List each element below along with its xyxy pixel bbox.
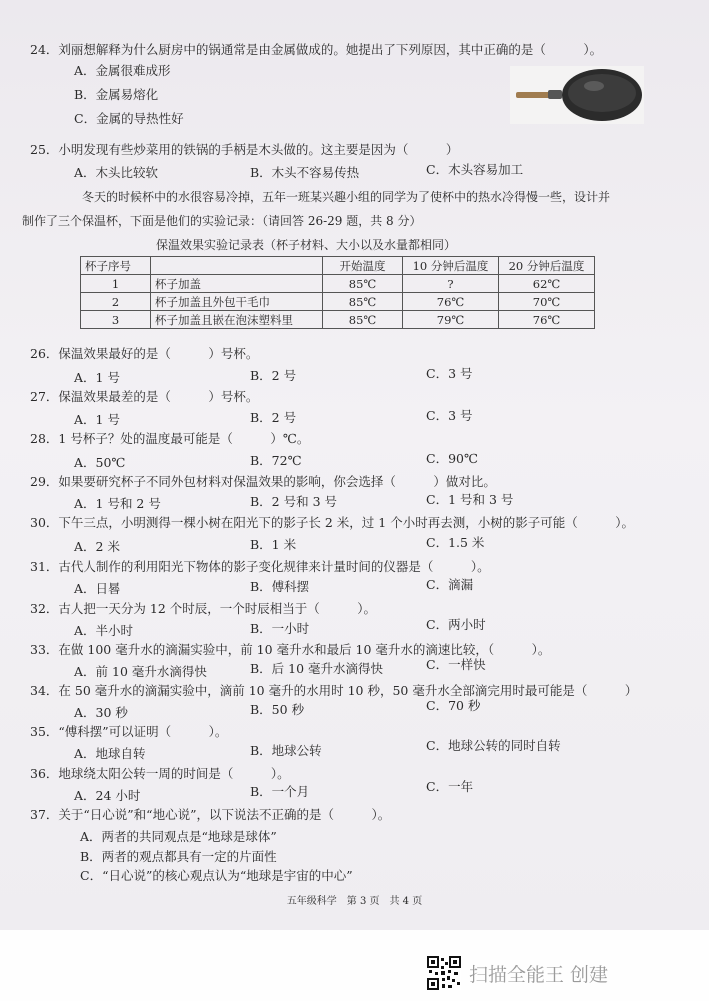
table-cell: 62℃ (499, 275, 595, 293)
table-cell: 70℃ (499, 293, 595, 311)
question-24-option-b: B．金属易熔化 (74, 87, 159, 102)
header-10min-temp: 10 分钟后温度 (403, 257, 499, 275)
question-34-option-a: A．30 秒 (74, 705, 128, 720)
intro-line-1: 冬天的时候杯中的水很容易冷掉，五年一班某兴趣小组的同学为了使杯中的热水冷得慢一些，设计并 (82, 190, 611, 204)
question-35-option-a: A．地球自转 (74, 746, 146, 761)
table-cell: 2 (81, 293, 151, 311)
question-32-option-a: A．半小时 (74, 623, 134, 638)
question-36-option-b: B．一个月 (250, 784, 310, 799)
question-26-stem: 26．保温效果最好的是（ ）号杯。 (30, 346, 259, 361)
question-27-option-b: B．2 号 (250, 410, 297, 425)
table-cell: ? (403, 275, 499, 293)
question-25-option-a: A．木头比较软 (74, 165, 159, 180)
question-24-stem: 24．刘丽想解释为什么厨房中的锅通常是由金属做成的。她提出了下列原因，其中正确的是（ ）。 (30, 42, 603, 57)
question-27-option-c: C．3 号 (426, 408, 473, 423)
table-cell: 杯子加盖且嵌在泡沫塑料里 (151, 311, 323, 329)
table-cell: 3 (81, 311, 151, 329)
question-34-option-c: C．70 秒 (426, 698, 481, 713)
intro-line-2: 制作了三个保温杯，下面是他们的实验记录：（请回答 26-29 题，共 8 分） (22, 214, 422, 228)
question-29-option-b: B．2 号和 3 号 (250, 494, 338, 509)
question-34-stem: 34．在 50 毫升水的滴漏实验中，滴前 10 毫升的水用时 10 秒，50 毫升水全部滴完用时最可能是（ ） (30, 683, 638, 698)
question-34-option-b: B．50 秒 (250, 702, 305, 717)
question-36-stem: 36．地球绕太阳公转一周的时间是（ ）。 (30, 766, 290, 781)
question-30-option-b: B．1 米 (250, 537, 297, 552)
question-33-stem: 33．在做 100 毫升水的滴漏实验中，前 10 毫升水和最后 10 毫升水的滴速比较，（ ）。 (30, 642, 551, 657)
table-cell: 76℃ (499, 311, 595, 329)
question-37-option-b: B．两者的观点都具有一定的片面性 (80, 849, 277, 864)
question-30-option-a: A．2 米 (74, 539, 120, 554)
question-28-option-b: B．72℃ (250, 453, 302, 468)
question-31-option-b: B．傅科摆 (250, 579, 310, 594)
question-36-option-c: C．一年 (426, 779, 474, 794)
scanner-watermark-text: 扫描全能王 创建 (469, 963, 609, 986)
question-36-option-a: A．24 小时 (74, 788, 141, 803)
table-cell: 1 (81, 275, 151, 293)
question-35-stem: 35．“傅科摆”可以证明（ ）。 (30, 724, 228, 739)
question-33-option-b: B．后 10 毫升水滴得快 (250, 661, 384, 676)
question-29-option-a: A．1 号和 2 号 (74, 496, 161, 511)
question-37-option-c: C．“日心说”的核心观点认为“地球是宇宙的中心” (80, 868, 353, 883)
question-30-option-c: C．1.5 米 (426, 535, 485, 550)
page-footer: 五年级科学 第 3 页 共 4 页 (286, 896, 423, 907)
table-cell: 85℃ (323, 311, 403, 329)
question-26-option-b: B．2 号 (250, 368, 297, 383)
question-28-stem: 28．1 号杯子？处的温度最可能是（ ）℃。 (30, 431, 310, 446)
table-caption: 保温效果实验记录表（杯子材料、大小以及水量都相同） (156, 238, 457, 252)
question-25-stem: 25．小明发现有些炒菜用的铁锅的手柄是木头做的。这主要是因为（ ） (30, 142, 459, 157)
table-cell: 85℃ (323, 293, 403, 311)
question-24-option-a: A．金属很难成形 (74, 63, 171, 78)
question-27-option-a: A．1 号 (74, 412, 120, 427)
question-37-option-a: A．两者的共同观点是“地球是球体” (80, 829, 277, 844)
question-29-stem: 29．如果要研究杯子不同外包材料对保温效果的影响，你会选择（ ）做对比。 (30, 474, 496, 489)
question-25-option-c: C．木头容易加工 (426, 162, 524, 177)
question-28-option-c: C．90℃ (426, 451, 478, 466)
question-31-stem: 31．古代人制作的利用阳光下物体的影子变化规律来计量时间的仪器是（ ）。 (30, 559, 490, 574)
frying-pan-image (510, 66, 644, 124)
question-35-option-c: C．地球公转的同时自转 (426, 738, 561, 753)
question-33-option-c: C．一样快 (426, 657, 486, 672)
header-cup-number: 杯子序号 (81, 257, 151, 275)
table-row (81, 293, 595, 311)
scanner-watermark (427, 956, 608, 990)
question-28-option-a: A．50℃ (74, 455, 126, 470)
table-cell: 85℃ (323, 275, 403, 293)
question-31-option-a: A．日晷 (74, 581, 121, 596)
qr-code-icon (427, 956, 461, 990)
question-30-stem: 30．下午三点，小明测得一棵小树在阳光下的影子长 2 米，过 1 个小时再去测，小树的影子可能（ ）。 (30, 515, 634, 530)
question-26-option-c: C．3 号 (426, 366, 473, 381)
question-37-stem: 37．关于“日心说”和“地心说”，以下说法不正确的是（ ）。 (30, 807, 391, 822)
question-24-option-c: C．金属的导热性好 (74, 111, 184, 126)
header-start-temp: 开始温度 (323, 257, 403, 275)
question-32-stem: 32．古人把一天分为 12 个时辰，一个时辰相当于（ ）。 (30, 601, 377, 616)
header-condition (151, 257, 323, 275)
table-cell: 76℃ (403, 293, 499, 311)
table-row (81, 311, 595, 329)
table-cell: 杯子加盖且外包干毛巾 (151, 293, 323, 311)
question-27-stem: 27．保温效果最差的是（ ）号杯。 (30, 389, 259, 404)
table-cell: 杯子加盖 (151, 275, 323, 293)
table-row (81, 275, 595, 293)
question-26-option-a: A．1 号 (74, 370, 120, 385)
question-31-option-c: C．滴漏 (426, 577, 474, 592)
experiment-record-table (80, 256, 595, 329)
question-29-option-c: C．1 号和 3 号 (426, 492, 514, 507)
question-32-option-c: C．两小时 (426, 617, 486, 632)
header-20min-temp: 20 分钟后温度 (499, 257, 595, 275)
question-25-option-b: B．木头不容易传热 (250, 165, 360, 180)
table-cell: 79℃ (403, 311, 499, 329)
question-35-option-b: B．地球公转 (250, 743, 322, 758)
question-32-option-b: B．一小时 (250, 621, 310, 636)
table-header-row (81, 257, 595, 275)
question-33-option-a: A．前 10 毫升水滴得快 (74, 664, 207, 679)
